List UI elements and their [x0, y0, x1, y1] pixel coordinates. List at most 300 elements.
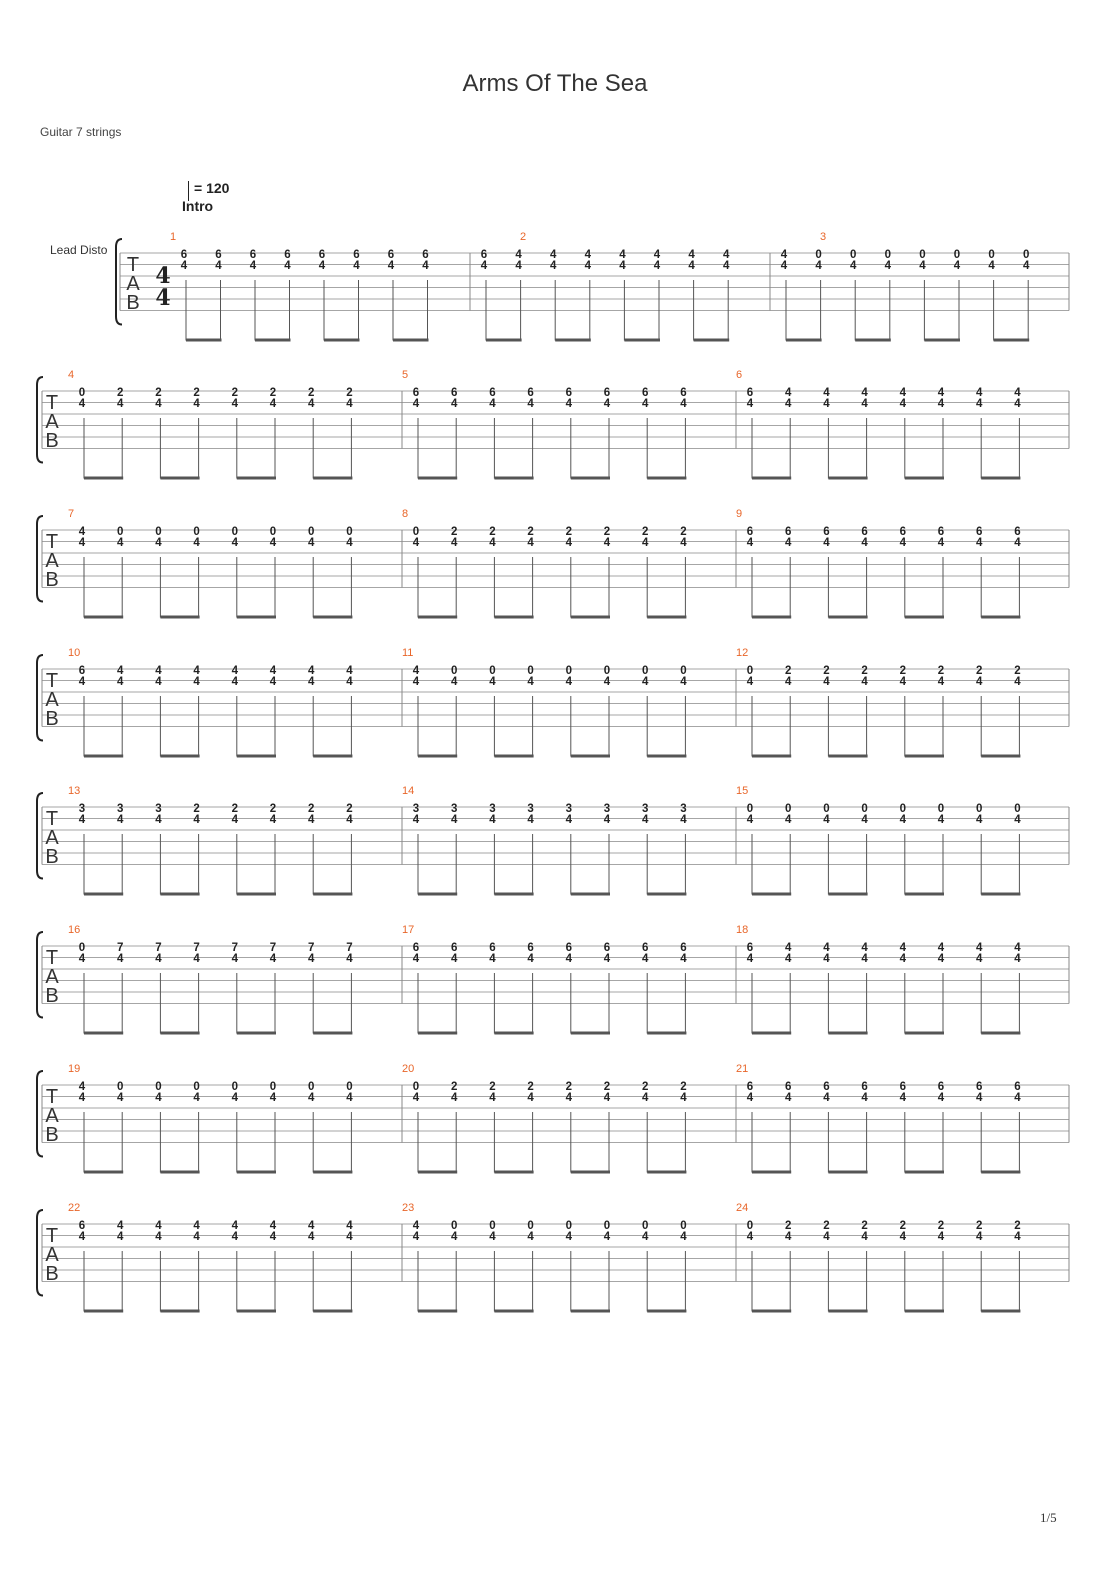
- fret-number: 4: [307, 1092, 315, 1104]
- fret-number: 4: [353, 260, 360, 272]
- fret-number: 0: [746, 1220, 754, 1232]
- fret-number: 0: [116, 526, 124, 538]
- fret-number: 4: [116, 676, 124, 688]
- fret-number: 4: [861, 1092, 868, 1104]
- note-beam: [752, 477, 791, 480]
- note-beam: [160, 1310, 199, 1313]
- fret-number: 0: [884, 249, 892, 261]
- fret-number: 6: [746, 387, 754, 399]
- fret-number: 2: [527, 526, 534, 538]
- note-beam: [84, 1171, 123, 1174]
- instrument-label: Guitar 7 strings: [40, 125, 122, 139]
- fret-number: 6: [480, 249, 488, 261]
- fret-number: 2: [937, 1220, 945, 1232]
- fret-number: 2: [307, 803, 315, 815]
- fret-number: 4: [680, 814, 687, 826]
- fret-number: 4: [823, 398, 830, 410]
- fret-number: 4: [603, 537, 611, 549]
- tempo-value: = 120: [194, 180, 230, 196]
- fret-number: 4: [489, 398, 496, 410]
- fret-number: 0: [899, 803, 907, 815]
- measure-number: 5: [402, 369, 409, 381]
- fret-number: 4: [231, 1092, 239, 1104]
- note-beam: [84, 1032, 123, 1035]
- fret-number: 4: [937, 953, 945, 965]
- fret-number: 4: [937, 387, 945, 399]
- tab-letter-a: A: [126, 273, 140, 295]
- fret-number: 2: [784, 665, 792, 677]
- fret-number: 4: [346, 665, 353, 677]
- fret-number: 4: [603, 1092, 611, 1104]
- fret-number: 4: [193, 814, 200, 826]
- fret-number: 4: [193, 1231, 200, 1243]
- fret-number: 4: [346, 953, 353, 965]
- fret-number: 4: [412, 537, 420, 549]
- fret-number: 4: [784, 398, 792, 410]
- note-beam: [84, 893, 123, 896]
- fret-number: 2: [1014, 665, 1021, 677]
- measure-number: 23: [402, 1202, 415, 1214]
- fret-number: 4: [450, 814, 458, 826]
- fret-number: 4: [641, 953, 649, 965]
- fret-number: 4: [155, 676, 162, 688]
- fret-number: 4: [975, 398, 983, 410]
- fret-number: 2: [450, 1081, 458, 1093]
- note-beam: [393, 339, 429, 342]
- measure-number: 18: [736, 924, 749, 936]
- fret-number: 0: [975, 803, 983, 815]
- note-beam: [494, 477, 533, 480]
- note-beam: [313, 1310, 352, 1313]
- fret-number: 2: [861, 1220, 868, 1232]
- note-beam: [418, 1310, 457, 1313]
- tab-letter-t: T: [45, 947, 59, 969]
- note-beam: [237, 893, 276, 896]
- fret-number: 4: [307, 1220, 315, 1232]
- note-beam: [647, 1310, 686, 1313]
- fret-number: 4: [823, 953, 830, 965]
- fret-number: 4: [784, 537, 792, 549]
- fret-number: 6: [422, 249, 429, 261]
- fret-number: 0: [527, 1220, 534, 1232]
- fret-number: 6: [823, 1081, 830, 1093]
- fret-number: 4: [549, 260, 557, 272]
- fret-number: 7: [346, 942, 353, 954]
- fret-number: 4: [603, 398, 611, 410]
- fret-number: 0: [78, 387, 86, 399]
- tab-letter-t: T: [45, 1225, 59, 1247]
- fret-number: 4: [412, 1092, 420, 1104]
- fret-number: 4: [527, 537, 534, 549]
- note-beam: [160, 1032, 199, 1035]
- fret-number: 4: [746, 676, 754, 688]
- fret-number: 4: [307, 814, 315, 826]
- note-beam: [494, 1032, 533, 1035]
- note-beam: [84, 1310, 123, 1313]
- fret-number: 4: [231, 398, 239, 410]
- fret-number: 4: [975, 676, 983, 688]
- fret-number: 4: [307, 665, 315, 677]
- fret-number: 4: [823, 814, 830, 826]
- tab-letter-a: A: [45, 966, 59, 988]
- fret-number: 4: [953, 260, 961, 272]
- fret-number: 4: [680, 1092, 687, 1104]
- fret-number: 6: [899, 1081, 907, 1093]
- measure-number: 1: [170, 231, 177, 243]
- fret-number: 0: [603, 1220, 611, 1232]
- note-beam: [981, 1310, 1020, 1313]
- fret-number: 4: [422, 260, 429, 272]
- fret-number: 2: [975, 665, 983, 677]
- fret-number: 2: [565, 526, 573, 538]
- fret-number: 4: [346, 1231, 353, 1243]
- fret-number: 2: [603, 526, 611, 538]
- fret-number: 4: [975, 537, 983, 549]
- fret-number: 0: [231, 1081, 239, 1093]
- time-signature-top: 4: [155, 263, 171, 289]
- fret-number: 4: [565, 1231, 573, 1243]
- fret-number: 4: [116, 665, 124, 677]
- fret-number: 2: [193, 387, 200, 399]
- fret-number: 4: [269, 665, 277, 677]
- note-beam: [981, 477, 1020, 480]
- fret-number: 4: [861, 942, 868, 954]
- tab-letter-a: A: [45, 1244, 59, 1266]
- fret-number: 0: [1022, 249, 1030, 261]
- fret-number: 4: [1014, 398, 1021, 410]
- fret-number: 4: [193, 676, 200, 688]
- fret-number: 3: [527, 803, 534, 815]
- fret-number: 4: [269, 953, 277, 965]
- note-beam: [905, 893, 944, 896]
- fret-number: 7: [193, 942, 200, 954]
- fret-number: 0: [489, 665, 496, 677]
- fret-number: 0: [116, 1081, 124, 1093]
- fret-number: 0: [861, 803, 868, 815]
- fret-number: 6: [527, 942, 534, 954]
- fret-number: 4: [78, 1081, 86, 1093]
- measure-number: 4: [68, 369, 75, 381]
- fret-number: 2: [1014, 1220, 1021, 1232]
- fret-number: 4: [861, 953, 868, 965]
- fret-number: 4: [975, 1231, 983, 1243]
- fret-number: 0: [489, 1220, 496, 1232]
- fret-number: 4: [269, 814, 277, 826]
- fret-number: 0: [603, 665, 611, 677]
- fret-number: 0: [680, 665, 687, 677]
- fret-number: 4: [784, 387, 792, 399]
- fret-number: 4: [450, 1092, 458, 1104]
- measure-number: 8: [402, 508, 409, 520]
- fret-number: 4: [780, 260, 788, 272]
- note-beam: [855, 339, 891, 342]
- fret-number: 4: [823, 1231, 830, 1243]
- fret-number: 4: [155, 398, 162, 410]
- fret-number: 4: [527, 1092, 534, 1104]
- fret-number: 6: [284, 249, 291, 261]
- fret-number: 4: [899, 537, 907, 549]
- fret-number: 2: [861, 665, 868, 677]
- tab-letter-b: B: [45, 1263, 59, 1285]
- fret-number: 2: [346, 803, 353, 815]
- fret-number: 4: [975, 953, 983, 965]
- fret-number: 4: [722, 249, 730, 261]
- fret-number: 4: [784, 1092, 792, 1104]
- fret-number: 4: [653, 249, 661, 261]
- fret-number: 4: [515, 249, 522, 261]
- fret-number: 3: [680, 803, 687, 815]
- note-beam: [313, 616, 352, 619]
- note-beam: [84, 477, 123, 480]
- note-beam: [752, 893, 791, 896]
- fret-number: 4: [603, 814, 611, 826]
- fret-number: 0: [849, 249, 857, 261]
- fret-number: 4: [784, 942, 792, 954]
- fret-number: 3: [641, 803, 649, 815]
- fret-number: 4: [527, 398, 534, 410]
- fret-number: 6: [180, 249, 188, 261]
- note-beam: [981, 1171, 1020, 1174]
- fret-number: 4: [823, 537, 830, 549]
- note-beam: [313, 1032, 352, 1035]
- note-beam: [418, 1032, 457, 1035]
- note-beam: [694, 339, 730, 342]
- fret-number: 4: [849, 260, 857, 272]
- fret-number: 4: [307, 537, 315, 549]
- fret-number: 0: [937, 803, 945, 815]
- fret-number: 6: [861, 1081, 868, 1093]
- fret-number: 4: [307, 1231, 315, 1243]
- note-beam: [647, 616, 686, 619]
- fret-number: 2: [155, 387, 162, 399]
- tab-letter-b: B: [45, 569, 59, 591]
- fret-number: 4: [975, 942, 983, 954]
- fret-number: 4: [116, 953, 124, 965]
- note-beam: [905, 477, 944, 480]
- fret-number: 4: [307, 676, 315, 688]
- fret-number: 4: [899, 814, 907, 826]
- fret-number: 4: [231, 814, 239, 826]
- fret-number: 4: [603, 1231, 611, 1243]
- fret-number: 4: [784, 676, 792, 688]
- fret-number: 4: [527, 814, 534, 826]
- fret-number: 6: [784, 526, 792, 538]
- fret-number: 4: [937, 1231, 945, 1243]
- fret-number: 7: [231, 942, 239, 954]
- note-beam: [828, 893, 867, 896]
- fret-number: 0: [155, 526, 162, 538]
- measure-number: 6: [736, 369, 743, 381]
- tab-letter-t: T: [126, 254, 140, 276]
- fret-number: 4: [619, 249, 626, 261]
- fret-number: 4: [193, 398, 200, 410]
- fret-number: 4: [937, 676, 945, 688]
- measure-number: 14: [402, 785, 415, 797]
- note-beam: [418, 477, 457, 480]
- fret-number: 4: [412, 398, 420, 410]
- fret-number: 2: [489, 526, 496, 538]
- fret-number: 4: [680, 398, 687, 410]
- fret-number: 4: [937, 537, 945, 549]
- fret-number: 4: [155, 665, 162, 677]
- fret-number: 4: [412, 665, 420, 677]
- fret-number: 4: [527, 1231, 534, 1243]
- fret-number: 4: [269, 398, 277, 410]
- fret-number: 4: [784, 1231, 792, 1243]
- note-beam: [647, 893, 686, 896]
- note-beam: [494, 1171, 533, 1174]
- fret-number: 4: [269, 1231, 277, 1243]
- fret-number: 4: [450, 953, 458, 965]
- fret-number: 0: [346, 526, 353, 538]
- fret-number: 4: [975, 387, 983, 399]
- fret-number: 2: [641, 1081, 649, 1093]
- fret-number: 4: [269, 537, 277, 549]
- fret-number: 2: [527, 1081, 534, 1093]
- fret-number: 4: [1014, 814, 1021, 826]
- fret-number: 4: [899, 387, 907, 399]
- note-beam: [84, 616, 123, 619]
- fret-number: 4: [565, 953, 573, 965]
- fret-number: 0: [155, 1081, 162, 1093]
- fret-number: 0: [746, 803, 754, 815]
- note-beam: [905, 755, 944, 758]
- fret-number: 2: [193, 803, 200, 815]
- fret-number: 4: [78, 814, 86, 826]
- fret-number: 3: [412, 803, 420, 815]
- fret-number: 4: [641, 676, 649, 688]
- fret-number: 4: [269, 676, 277, 688]
- note-beam: [905, 1310, 944, 1313]
- fret-number: 0: [815, 249, 822, 261]
- fret-number: 6: [249, 249, 257, 261]
- fret-number: 0: [269, 526, 277, 538]
- fret-number: 4: [515, 260, 522, 272]
- measure-number: 20: [402, 1063, 415, 1075]
- fret-number: 2: [680, 526, 687, 538]
- fret-number: 4: [78, 676, 86, 688]
- fret-number: 4: [116, 1231, 124, 1243]
- fret-number: 6: [353, 249, 360, 261]
- fret-number: 4: [899, 398, 907, 410]
- measure-number: 2: [520, 231, 527, 243]
- fret-number: 4: [861, 814, 868, 826]
- note-beam: [647, 477, 686, 480]
- fret-number: 4: [1014, 676, 1021, 688]
- fret-number: 4: [450, 398, 458, 410]
- measure-number: 19: [68, 1063, 81, 1075]
- fret-number: 4: [193, 1092, 200, 1104]
- fret-number: 4: [641, 537, 649, 549]
- note-beam: [494, 755, 533, 758]
- fret-number: 2: [680, 1081, 687, 1093]
- fret-number: 0: [307, 526, 315, 538]
- system-bracket: [116, 239, 122, 325]
- fret-number: 2: [450, 526, 458, 538]
- fret-number: 4: [489, 676, 496, 688]
- note-beam: [313, 893, 352, 896]
- fret-number: 4: [193, 537, 200, 549]
- fret-number: 2: [975, 1220, 983, 1232]
- note-beam: [994, 339, 1030, 342]
- fret-number: 0: [450, 1220, 458, 1232]
- fret-number: 4: [823, 387, 830, 399]
- fret-number: 2: [269, 387, 277, 399]
- fret-number: 4: [231, 537, 239, 549]
- fret-number: 4: [899, 1231, 907, 1243]
- fret-number: 0: [269, 1081, 277, 1093]
- tab-letter-b: B: [45, 985, 59, 1007]
- fret-number: 4: [746, 1092, 754, 1104]
- fret-number: 4: [489, 1092, 496, 1104]
- fret-number: 4: [1014, 942, 1021, 954]
- tab-letter-b: B: [126, 292, 140, 314]
- fret-number: 4: [180, 260, 188, 272]
- fret-number: 4: [1022, 260, 1030, 272]
- measure-number: 10: [68, 647, 81, 659]
- fret-number: 4: [193, 1220, 200, 1232]
- fret-number: 4: [527, 676, 534, 688]
- tab-letter-b: B: [45, 708, 59, 730]
- fret-number: 6: [387, 249, 395, 261]
- fret-number: 6: [641, 387, 649, 399]
- fret-number: 0: [823, 803, 830, 815]
- fret-number: 4: [412, 676, 420, 688]
- note-beam: [160, 1171, 199, 1174]
- fret-number: 0: [412, 526, 420, 538]
- note-beam: [981, 893, 1020, 896]
- fret-number: 4: [450, 537, 458, 549]
- fret-number: 2: [899, 665, 907, 677]
- fret-number: 6: [861, 526, 868, 538]
- fret-number: 3: [78, 803, 86, 815]
- fret-number: 4: [231, 665, 239, 677]
- tab-letter-t: T: [45, 392, 59, 414]
- note-beam: [486, 339, 522, 342]
- section-marker: Intro: [182, 198, 214, 214]
- fret-number: 6: [450, 387, 458, 399]
- fret-number: 4: [565, 537, 573, 549]
- note-beam: [418, 755, 457, 758]
- fret-number: 4: [78, 1231, 86, 1243]
- fret-number: 6: [937, 526, 945, 538]
- fret-number: 6: [746, 942, 754, 954]
- fret-number: 0: [641, 665, 649, 677]
- fret-number: 6: [899, 526, 907, 538]
- measure-number: 15: [736, 785, 749, 797]
- tab-letter-a: A: [45, 411, 59, 433]
- tab-letter-t: T: [45, 1086, 59, 1108]
- fret-number: 4: [937, 814, 945, 826]
- fret-number: 4: [284, 260, 291, 272]
- fret-number: 4: [784, 814, 792, 826]
- note-beam: [924, 339, 960, 342]
- tab-letter-t: T: [45, 808, 59, 830]
- fret-number: 4: [780, 249, 788, 261]
- note-beam: [418, 1171, 457, 1174]
- fret-number: 0: [680, 1220, 687, 1232]
- fret-number: 4: [412, 953, 420, 965]
- note-beam: [160, 477, 199, 480]
- fret-number: 3: [116, 803, 124, 815]
- fret-number: 0: [78, 942, 86, 954]
- fret-number: 4: [1014, 1092, 1021, 1104]
- note-beam: [828, 477, 867, 480]
- fret-number: 6: [565, 387, 573, 399]
- fret-number: 4: [269, 1092, 277, 1104]
- note-beam: [313, 477, 352, 480]
- tab-letter-t: T: [45, 531, 59, 553]
